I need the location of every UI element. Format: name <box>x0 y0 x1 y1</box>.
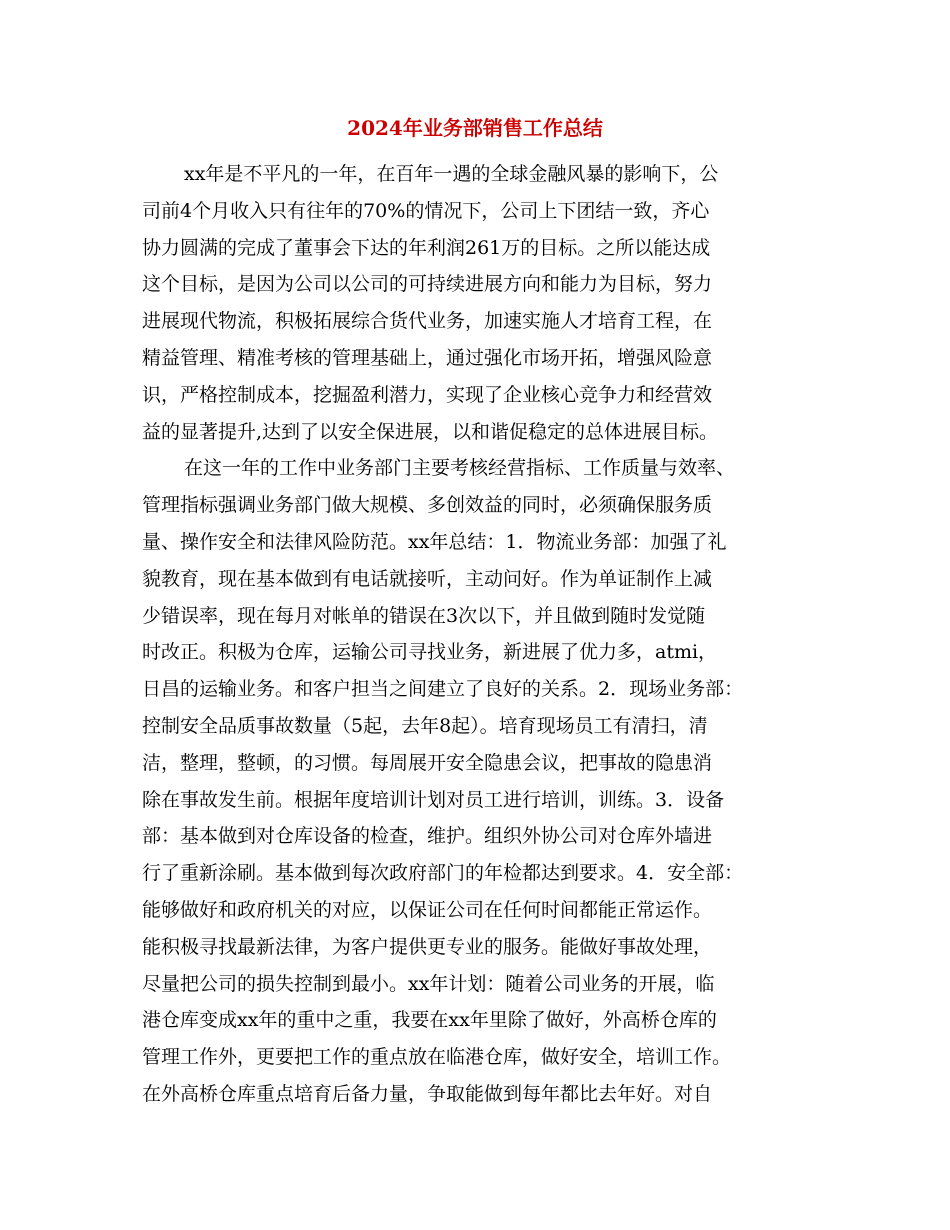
text-line: 港仓库变成xx年的重中之重，我要在xx年里除了做好，外高桥仓库的 <box>142 1009 717 1032</box>
text-line: 司前4个月收入只有往年的70%的情况下，公司上下团结一致，齐心 <box>142 199 710 222</box>
text-line: 能够做好和政府机关的对应，以保证公司在任何时间都能正常运作。 <box>142 898 713 921</box>
text-line: 精益管理、精准考核的管理基础上，通过强化市场开拓，增强风险意 <box>142 346 713 369</box>
document-body <box>142 156 804 1113</box>
text-line: 尽量把公司的损失控制到最小。xx年计划：随着公司业务的开展，临 <box>142 972 715 995</box>
text-line: 部：基本做到对仓库设备的检查，维护。组织外协公司对仓库外墙进 <box>142 825 713 848</box>
text-line: 貌教育，现在基本做到有电话就接听，主动问好。作为单证制作上减 <box>142 567 713 590</box>
text-line: xx年是不平凡的一年，在百年一遇的全球金融风暴的影响下，公 <box>184 163 719 185</box>
paragraph-2 <box>142 450 804 1112</box>
text-line: 日昌的运输业务。和客户担当之间建立了良好的关系。2．现场业务部： <box>142 678 744 701</box>
text-line: 能积极寻找最新法律，为客户提供更专业的服务。能做好事故处理， <box>142 935 713 958</box>
text-line: 在外高桥仓库重点培育后备力量，争取能做到每年都比去年好。对自 <box>142 1082 713 1105</box>
text-line: 除在事故发生前。根据年度培训计划对员工进行培训，训练。3．设备 <box>142 788 725 811</box>
text-line: 进展现代物流，积极拓展综合货代业务，加速实施人才培育工程，在 <box>142 310 713 333</box>
text-line: 量、操作安全和法律风险防范。xx年总结：1．物流业务部：加强了礼 <box>142 530 727 553</box>
text-line: 少错误率，现在每月对帐单的错误在3次以下，并且做到随时发觉随 <box>142 604 706 627</box>
text-line: 洁，整理，整顿，的习惯。每周展开安全隐患会议，把事故的隐患消 <box>142 751 713 774</box>
text-line: 协力圆满的完成了董事会下达的年利润261万的目标。之所以能达成 <box>142 236 711 259</box>
text-line: 控制安全品质事故数量（5起，去年8起）。培育现场员工有清扫，清 <box>142 714 708 737</box>
text-line: 在这一年的工作中业务部门主要考核经营指标、工作质量与效率、 <box>184 457 736 480</box>
text-line: 管理工作外，更要把工作的重点放在临港仓库，做好安全，培训工作。 <box>142 1046 732 1069</box>
text-line: 识，严格控制成本，挖掘盈利潜力，实现了企业核心竞争力和经营效 <box>142 383 713 406</box>
text-line: 这个目标，是因为公司以公司的可持续进展方向和能力为目标，努力 <box>142 273 713 296</box>
text-line: 管理指标强调业务部门做大规模、多创效益的同时，必须确保服务质 <box>142 494 713 517</box>
text-line: 行了重新涂刷。基本做到每次政府部门的年检都达到要求。4．安全部： <box>142 862 744 885</box>
paragraph-1 <box>142 156 804 450</box>
text-line: 益的显著提升,达到了以安全保进展，以和谐促稳定的总体进展目标。 <box>142 420 719 443</box>
document-title: 2024年业务部销售工作总结 <box>347 116 603 140</box>
text-line: 时改正。积极为仓库，运输公司寻找业务，新进展了优力多，atmi， <box>142 641 718 664</box>
